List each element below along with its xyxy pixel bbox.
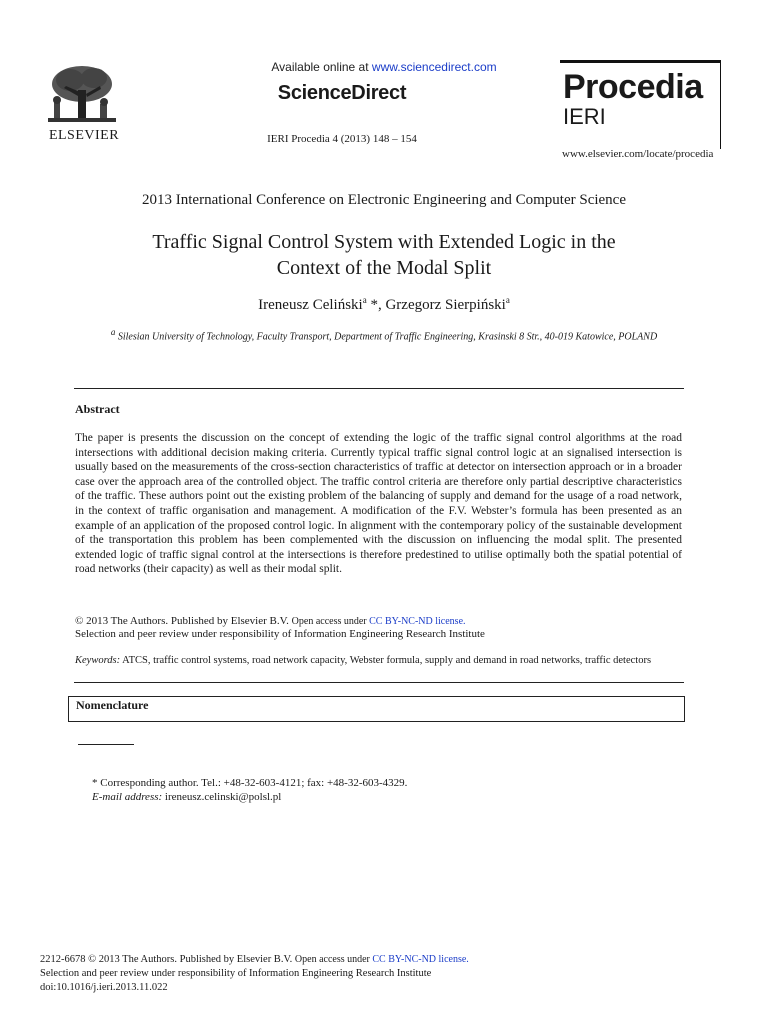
abstract-top-rule (74, 388, 684, 389)
email-label: E-mail address: (92, 791, 163, 803)
license-link[interactable]: CC BY-NC-ND license. (369, 616, 466, 627)
procedia-logo-title: Procedia (563, 68, 703, 106)
nomenclature-box (68, 696, 685, 722)
paper-title-line-2: Context of the Modal Split (276, 257, 492, 279)
footer-doi[interactable]: doi:10.1016/j.ieri.2013.11.022 (40, 982, 168, 993)
available-prefix: Available online at (271, 60, 372, 74)
authors (0, 295, 768, 314)
copyright-text: © 2013 The Authors. Published by Elsevier B.V. (75, 615, 292, 627)
journal-reference: IERI Procedia 4 (2013) 148 – 154 (267, 133, 417, 145)
abstract-bottom-rule (74, 682, 684, 683)
conference-name: 2013 International Conference on Electronic Engineering and Computer Science (142, 192, 626, 208)
footer-peer-review: Selection and peer review under responsibility of Information Engineering Research Institute (40, 968, 432, 979)
keywords (75, 655, 651, 666)
keywords-text: ATCS, traffic control systems, road network capacity, Webster formula, supply and demand in road networks, traffic detectors (120, 655, 652, 666)
email-address[interactable]: ireneusz.celinski@polsl.pl (162, 791, 282, 803)
paper-title-line-1: Traffic Signal Control System with Extended Logic in the (152, 231, 616, 253)
sciencedirect-link[interactable]: www.sciencedirect.com (371, 60, 497, 74)
abstract-heading: Abstract (75, 402, 120, 416)
copyright-line (75, 614, 466, 629)
corresponding-author-note: * Corresponding author. Tel.: +48-32-603-4121; fax: +48-32-603-4329. (92, 777, 408, 789)
email-note (92, 791, 281, 803)
affiliation (0, 327, 768, 342)
footer-open-access: Open access under (294, 954, 373, 965)
author-2: Grzegorz Sierpiński (385, 297, 506, 313)
keywords-label: Keywords: (75, 655, 121, 666)
procedia-logo-subtitle: IERI (563, 104, 606, 129)
affiliation-mark: a (110, 327, 116, 337)
footer-issn-text: 2212-6678 © 2013 The Authors. Published by Elsevier B.V. (40, 954, 295, 965)
peer-review-line: Selection and peer review under responsibility of Information Engineering Research Institute (75, 628, 485, 640)
paper-title (84, 229, 684, 281)
footer-issn-line (40, 954, 469, 965)
corresponding-mark: *, (366, 297, 386, 313)
author-1-affil-mark: a (362, 295, 367, 305)
procedia-url[interactable]: www.elsevier.com/locate/procedia (562, 148, 714, 160)
footnote-rule (78, 744, 134, 745)
author-2-affil-mark: a (505, 295, 510, 305)
affiliation-text: Silesian University of Technology, Faculty Transport, Department of Traffic Engineering, Krasinski 8 Str., 40-019 Katowice, POLAND (115, 331, 658, 343)
author-1: Ireneusz Celiński (258, 297, 363, 313)
sciencedirect-logo: ScienceDirect (277, 82, 407, 104)
abstract-body: The paper is presents the discussion on the concept of extending the logic of the traffic signal control algorithms at the road intersections with additional decision making criteria. Currently typical traffic signal control logic at an signalised intersection is usually based on the measurements of the cross-section characteristics of traffic at detector on intersection approach or in a broader case over the approach area of the controlled object. The traffic control criteria are therefore only partial descriptive characteristics of the traffic. These authors point out the existing problem of the balancing of supply and demand for the usage of a road network, in the context of traffic organisation and management. A modification of the F.V. Webster’s formula has been presented as an example of an application of the proposed control logic. In alignment with the contemporary policy of the sustainable development of the transportation this problem has been complemented with the discussion on influencing the modal split. The presented extended logic of traffic signal control at the intersections is therefore predestined to utilise optimally both the spatial potential of road networks (their capacity) as well as their modal split. (75, 432, 682, 576)
elsevier-wordmark: ELSEVIER (48, 128, 120, 143)
nomenclature-heading: Nomenclature (76, 698, 149, 712)
footer-license-link[interactable]: CC BY-NC-ND license. (372, 954, 469, 965)
open-access-text: Open access under (291, 616, 370, 627)
